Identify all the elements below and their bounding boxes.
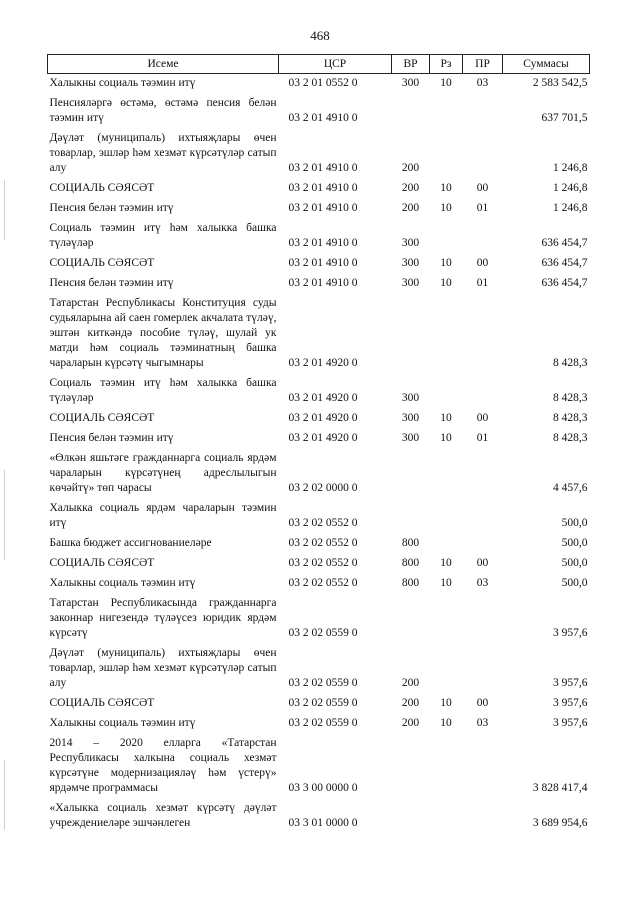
cell-name: Пенсияләргә өстәмә, өстәмә пенсия белән тәэмин итү xyxy=(49,97,277,124)
cell-rz xyxy=(430,534,463,554)
table-row xyxy=(48,374,590,409)
header-rz: Рз xyxy=(430,55,463,74)
cell-pr: 00 xyxy=(476,557,489,569)
cell-sum: 3 828 417,4 xyxy=(532,782,588,794)
cell-rz: 10 xyxy=(440,577,452,589)
cell-pr xyxy=(463,294,503,374)
scan-margin-line xyxy=(4,760,5,830)
cell-vr xyxy=(392,734,430,799)
cell-csr: 03 2 01 4910 0 xyxy=(288,202,358,214)
cell-pr xyxy=(463,594,503,644)
cell-rz xyxy=(430,129,463,179)
cell-sum: 1 246,8 xyxy=(553,162,588,174)
cell-vr: 300 xyxy=(401,412,420,424)
table-row xyxy=(48,449,590,499)
cell-rz: 10 xyxy=(440,697,452,709)
cell-vr xyxy=(392,799,430,834)
cell-rz xyxy=(430,594,463,644)
cell-sum: 500,0 xyxy=(561,557,588,569)
cell-vr xyxy=(392,449,430,499)
cell-pr xyxy=(463,799,503,834)
cell-rz xyxy=(430,644,463,694)
cell-pr xyxy=(463,499,503,534)
table-row xyxy=(48,254,590,274)
cell-sum: 500,0 xyxy=(561,577,588,589)
cell-csr: 03 2 02 0552 0 xyxy=(288,577,358,589)
cell-rz: 10 xyxy=(440,557,452,569)
table-row xyxy=(48,294,590,374)
cell-sum: 8 428,3 xyxy=(553,412,588,424)
cell-rz: 10 xyxy=(440,277,452,289)
cell-csr: 03 2 01 4920 0 xyxy=(288,392,358,404)
cell-sum: 636 454,7 xyxy=(541,257,588,269)
cell-sum: 4 457,6 xyxy=(553,482,588,494)
cell-pr: 03 xyxy=(476,77,489,89)
table-header-row xyxy=(48,55,590,74)
cell-vr: 200 xyxy=(401,697,420,709)
cell-vr: 800 xyxy=(401,577,420,589)
cell-name: Дәүләт (муниципаль) ихтыяҗлары өчен товарлар, эшләр һәм хезмәт күрсәтүләр сатып алу xyxy=(49,132,277,174)
cell-csr: 03 2 02 0559 0 xyxy=(288,627,358,639)
table-row xyxy=(48,714,590,734)
budget-table xyxy=(47,54,590,834)
cell-vr xyxy=(392,294,430,374)
cell-csr: 03 2 02 0559 0 xyxy=(288,677,358,689)
header-csr: ЦСР xyxy=(279,55,392,74)
cell-name: Башка бюджет ассигнованиеләре xyxy=(49,537,212,549)
cell-vr: 800 xyxy=(401,537,420,549)
page-number: 468 xyxy=(310,28,330,43)
cell-rz: 10 xyxy=(440,202,452,214)
cell-rz: 10 xyxy=(440,717,452,729)
header-name: Исеме xyxy=(48,55,279,74)
cell-name: СОЦИАЛЬ СӘЯСӘТ xyxy=(49,697,155,709)
cell-csr: 03 2 01 0552 0 xyxy=(288,77,358,89)
cell-sum: 636 454,7 xyxy=(541,277,588,289)
cell-vr xyxy=(392,594,430,644)
cell-rz: 10 xyxy=(440,257,452,269)
cell-vr: 800 xyxy=(401,557,420,569)
header-vr: ВР xyxy=(392,55,430,74)
cell-csr: 03 2 01 4910 0 xyxy=(288,257,358,269)
header-sum: Суммасы xyxy=(503,55,590,74)
cell-pr: 03 xyxy=(476,717,489,729)
cell-sum: 1 246,8 xyxy=(553,182,588,194)
cell-name: СОЦИАЛЬ СӘЯСӘТ xyxy=(49,182,155,194)
cell-sum: 2 583 542,5 xyxy=(532,77,588,89)
cell-vr: 200 xyxy=(401,162,420,174)
cell-pr xyxy=(463,374,503,409)
cell-sum: 637 701,5 xyxy=(541,112,588,124)
cell-name: «Өлкән яшьтәге гражданнарга социаль ярдәм чараларын күрсәтүнең адреслылыгын көчәйтү» төп чарасы xyxy=(49,452,277,494)
cell-vr: 200 xyxy=(401,677,420,689)
cell-csr: 03 2 01 4920 0 xyxy=(288,357,358,369)
cell-vr: 300 xyxy=(401,257,420,269)
table-row xyxy=(48,429,590,449)
cell-csr: 03 2 01 4910 0 xyxy=(288,237,358,249)
table-row xyxy=(48,534,590,554)
cell-pr: 00 xyxy=(476,412,489,424)
scan-margin-line xyxy=(4,470,5,560)
cell-vr: 300 xyxy=(401,237,420,249)
cell-vr: 200 xyxy=(401,717,420,729)
cell-pr: 03 xyxy=(476,577,489,589)
cell-csr: 03 3 00 0000 0 xyxy=(288,782,358,794)
cell-vr: 200 xyxy=(401,182,420,194)
scan-margin-line xyxy=(4,180,5,240)
table-row xyxy=(48,199,590,219)
cell-sum: 8 428,3 xyxy=(553,392,588,404)
cell-pr: 00 xyxy=(476,257,489,269)
cell-pr xyxy=(463,94,503,129)
cell-csr: 03 2 01 4910 0 xyxy=(288,277,358,289)
table-row xyxy=(48,554,590,574)
table-row xyxy=(48,179,590,199)
cell-sum: 3 957,6 xyxy=(553,717,588,729)
cell-name: Татарстан Республикасы Конституция суды судьяларына ай саен гомерлек акчалата түләү, эштән киткәндә пособие түләү, шулай ук матди һәм социаль тәэминатның башка чараларын күрсәтү чыгымнары xyxy=(49,297,277,369)
cell-csr: 03 2 02 0552 0 xyxy=(288,537,358,549)
cell-vr: 300 xyxy=(401,77,420,89)
cell-vr: 300 xyxy=(401,277,420,289)
cell-pr xyxy=(463,129,503,179)
cell-sum: 636 454,7 xyxy=(541,237,588,249)
table-row xyxy=(48,644,590,694)
cell-sum: 3 689 954,6 xyxy=(532,817,588,829)
cell-rz: 10 xyxy=(440,77,452,89)
cell-rz xyxy=(430,799,463,834)
cell-rz xyxy=(430,499,463,534)
cell-vr xyxy=(392,94,430,129)
table-row xyxy=(48,799,590,834)
cell-rz xyxy=(430,734,463,799)
cell-rz xyxy=(430,219,463,254)
cell-csr: 03 3 01 0000 0 xyxy=(288,817,358,829)
cell-csr: 03 2 01 4910 0 xyxy=(288,112,358,124)
cell-rz: 10 xyxy=(440,182,452,194)
cell-pr: 00 xyxy=(476,182,489,194)
cell-csr: 03 2 02 0000 0 xyxy=(288,482,358,494)
cell-sum: 8 428,3 xyxy=(553,432,588,444)
table-row xyxy=(48,94,590,129)
table-row xyxy=(48,409,590,429)
cell-name: Пенсия белән тәэмин итү xyxy=(49,202,174,214)
cell-csr: 03 2 02 0559 0 xyxy=(288,697,358,709)
cell-sum: 500,0 xyxy=(561,537,588,549)
cell-csr: 03 2 01 4910 0 xyxy=(288,162,358,174)
cell-name: 2014 – 2020 елларга «Татарстан Республикасы халкына социаль хезмәт күрсәтүне модернизацияләү һәм үстерү» ярдәмче программасы xyxy=(49,737,277,794)
cell-name: СОЦИАЛЬ СӘЯСӘТ xyxy=(49,412,155,424)
cell-name: Татарстан Республикасында гражданнарга законнар нигезендә түләүсез юридик ярдәм күрсәтү xyxy=(49,597,277,639)
cell-sum: 8 428,3 xyxy=(553,357,588,369)
cell-rz: 10 xyxy=(440,432,452,444)
table-row xyxy=(48,219,590,254)
cell-pr xyxy=(463,644,503,694)
cell-rz xyxy=(430,294,463,374)
cell-pr xyxy=(463,219,503,254)
cell-pr: 01 xyxy=(476,432,489,444)
cell-sum: 500,0 xyxy=(561,517,588,529)
cell-pr: 01 xyxy=(476,202,489,214)
table-row xyxy=(48,499,590,534)
cell-name: СОЦИАЛЬ СӘЯСӘТ xyxy=(49,257,155,269)
cell-sum: 3 957,6 xyxy=(553,677,588,689)
cell-name: Дәүләт (муниципаль) ихтыяҗлары өчен товарлар, эшләр һәм хезмәт күрсәтүләр сатып алу xyxy=(49,647,277,689)
cell-name: Халыкны социаль тәэмин итү xyxy=(49,77,196,89)
header-pr: ПР xyxy=(463,55,503,74)
cell-vr xyxy=(392,499,430,534)
cell-name: Халыкка социаль ярдәм чараларын тәэмин итү xyxy=(49,502,277,529)
cell-name: Социаль тәэмин итү һәм халыкка башка түләүләр xyxy=(49,222,277,249)
cell-vr: 300 xyxy=(401,392,420,404)
cell-pr: 01 xyxy=(476,277,489,289)
cell-name: Халыкны социаль тәэмин итү xyxy=(49,717,196,729)
cell-rz: 10 xyxy=(440,412,452,424)
cell-sum: 3 957,6 xyxy=(553,697,588,709)
table-row xyxy=(48,574,590,594)
cell-pr xyxy=(463,449,503,499)
cell-csr: 03 2 01 4910 0 xyxy=(288,182,358,194)
cell-name: Пенсия белән тәэмин итү xyxy=(49,277,174,289)
table-row xyxy=(48,694,590,714)
cell-vr: 300 xyxy=(401,432,420,444)
table-row xyxy=(48,129,590,179)
cell-name: СОЦИАЛЬ СӘЯСӘТ xyxy=(49,557,155,569)
table-row xyxy=(48,594,590,644)
cell-csr: 03 2 02 0552 0 xyxy=(288,517,358,529)
cell-csr: 03 2 01 4920 0 xyxy=(288,432,358,444)
cell-pr: 00 xyxy=(476,697,489,709)
cell-sum: 1 246,8 xyxy=(553,202,588,214)
cell-pr xyxy=(463,534,503,554)
cell-sum: 3 957,6 xyxy=(553,627,588,639)
cell-name: Социаль тәэмин итү һәм халыкка башка түләүләр xyxy=(49,377,277,404)
table-row xyxy=(48,74,590,95)
cell-csr: 03 2 02 0559 0 xyxy=(288,717,358,729)
cell-csr: 03 2 02 0552 0 xyxy=(288,557,358,569)
cell-name: Пенсия белән тәэмин итү xyxy=(49,432,174,444)
table-row xyxy=(48,274,590,294)
cell-pr xyxy=(463,734,503,799)
cell-rz xyxy=(430,374,463,409)
cell-rz xyxy=(430,449,463,499)
table-row xyxy=(48,734,590,799)
cell-rz xyxy=(430,94,463,129)
cell-csr: 03 2 01 4920 0 xyxy=(288,412,358,424)
cell-vr: 200 xyxy=(401,202,420,214)
cell-name: «Халыкка социаль хезмәт күрсәтү дәүләт учреждениеләре эшчәнлеген xyxy=(49,802,277,829)
cell-name: Халыкны социаль тәэмин итү xyxy=(49,577,196,589)
